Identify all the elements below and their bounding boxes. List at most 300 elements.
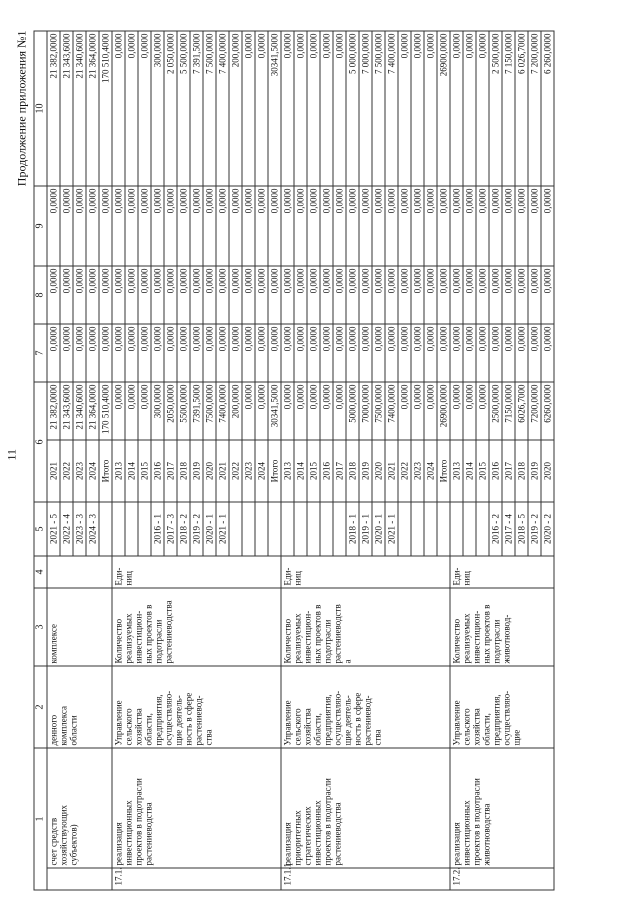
year: 2022: [398, 440, 411, 502]
all-sources: 21 343,6000: [60, 31, 73, 186]
total-budget: 0,0000: [307, 382, 320, 440]
federal-budget: 0,0000: [463, 324, 476, 382]
year: 2014: [125, 440, 138, 502]
local-budget: 0,0000: [489, 186, 502, 266]
text-line: инвестицион-: [133, 610, 143, 663]
text-line: ность в сфере: [352, 692, 362, 745]
all-sources: 2 050,0000: [164, 31, 177, 186]
local-budget: 0,0000: [320, 186, 333, 266]
text-line: щие деятель-: [173, 694, 183, 745]
year: 2021: [385, 440, 398, 502]
federal-budget: 0,0000: [281, 324, 294, 382]
year: 2021: [47, 440, 60, 502]
target-value: 2019 - 2: [528, 502, 541, 556]
column-number-row: [34, 31, 47, 890]
regional-budget: 0,0000: [541, 266, 554, 324]
target-value: [424, 502, 437, 556]
year: 2019: [359, 440, 372, 502]
target-value: 2018 - 2: [177, 502, 190, 556]
text-line: субъектов): [68, 823, 78, 865]
year: 2019: [528, 440, 541, 502]
year: 2018: [177, 440, 190, 502]
total-budget: 0,0000: [294, 382, 307, 440]
all-sources: 0,0000: [333, 31, 346, 186]
local-budget: 0,0000: [47, 186, 60, 266]
col-header: 3: [34, 588, 47, 666]
total-budget: 21 382,0000: [47, 382, 60, 440]
federal-budget: 0,0000: [242, 324, 255, 382]
federal-budget: 0,0000: [73, 324, 86, 382]
year: Итого: [268, 440, 281, 502]
federal-budget: 0,0000: [372, 324, 385, 382]
text-line: осуществляю-: [332, 690, 342, 745]
local-budget: 0,0000: [73, 186, 86, 266]
local-budget: 0,0000: [463, 186, 476, 266]
text-line: животновод-: [501, 614, 511, 663]
local-budget: 0,0000: [99, 186, 112, 266]
regional-budget: 0,0000: [424, 266, 437, 324]
row-code: 17.2.: [450, 868, 554, 890]
col-header: 8: [34, 266, 47, 324]
year: 2020: [203, 440, 216, 502]
total-budget: 7400,0000: [385, 382, 398, 440]
regional-budget: 0,0000: [476, 266, 489, 324]
total-budget: 2050,0000: [164, 382, 177, 440]
total-budget: 0,0000: [333, 382, 346, 440]
unit: [112, 556, 281, 588]
year: 2015: [138, 440, 151, 502]
local-budget: 0,0000: [242, 186, 255, 266]
col-header: 6: [34, 382, 47, 502]
executor: [112, 666, 281, 748]
text-line: Количество: [282, 618, 292, 663]
text-line: растениеводства: [332, 801, 342, 865]
all-sources: 7 200,0000: [528, 31, 541, 186]
text-line: ниц: [292, 570, 302, 585]
table-body: [47, 31, 554, 890]
target-value: [112, 502, 125, 556]
federal-budget: 0,0000: [385, 324, 398, 382]
all-sources: 0,0000: [424, 31, 437, 186]
all-sources: 0,0000: [320, 31, 333, 186]
all-sources: 0,0000: [450, 31, 463, 186]
local-budget: 0,0000: [476, 186, 489, 266]
local-budget: 0,0000: [125, 186, 138, 266]
text-line: животноводства: [481, 803, 491, 865]
regional-budget: 0,0000: [411, 266, 424, 324]
all-sources: 0,0000: [125, 31, 138, 186]
regional-budget: 0,0000: [203, 266, 216, 324]
target-value: 2017 - 3: [164, 502, 177, 556]
regional-budget: 0,0000: [47, 266, 60, 324]
federal-budget: 0,0000: [515, 324, 528, 382]
local-budget: 0,0000: [411, 186, 424, 266]
all-sources: 7 400,0000: [216, 31, 229, 186]
year: 2015: [307, 440, 320, 502]
local-budget: 0,0000: [359, 186, 372, 266]
text-line: ных проектов в: [481, 604, 491, 663]
year: 2013: [112, 440, 125, 502]
target-value: 2021 - 1: [385, 502, 398, 556]
total-budget: 21 364,0000: [86, 382, 99, 440]
text-line: реализация: [451, 821, 461, 865]
text-line: ных проектов в: [312, 604, 322, 663]
text-line: ниц: [461, 570, 471, 585]
total-budget: 7400,0000: [216, 382, 229, 440]
federal-budget: 0,0000: [216, 324, 229, 382]
regional-budget: 0,0000: [177, 266, 190, 324]
all-sources: 0,0000: [242, 31, 255, 186]
local-budget: 0,0000: [190, 186, 203, 266]
all-sources: 26900,0000: [437, 31, 450, 186]
total-budget: 200,0000: [229, 382, 242, 440]
target-value: [268, 502, 281, 556]
local-budget: 0,0000: [86, 186, 99, 266]
year: 2019: [190, 440, 203, 502]
text-line: реализуемых: [292, 613, 302, 663]
text-line: ность в сфере: [183, 692, 193, 745]
all-sources: 0,0000: [281, 31, 294, 186]
target-value: [125, 502, 138, 556]
target-value: [320, 502, 333, 556]
total-budget: 300,0000: [151, 382, 164, 440]
target-value: 2024 - 3: [86, 502, 99, 556]
text-line: хозяйства: [133, 707, 143, 745]
text-line: Количество: [113, 618, 123, 663]
federal-budget: 0,0000: [307, 324, 320, 382]
target-value: [138, 502, 151, 556]
total-budget: 7500,0000: [203, 382, 216, 440]
table-row: [450, 31, 463, 890]
federal-budget: 0,0000: [411, 324, 424, 382]
regional-budget: 0,0000: [502, 266, 515, 324]
text-line: Количество: [451, 618, 461, 663]
text-line: растениевод-: [193, 694, 203, 745]
year: 2015: [476, 440, 489, 502]
local-budget: 0,0000: [294, 186, 307, 266]
text-line: инвестицион-: [302, 610, 312, 663]
text-line: осуществляю-: [501, 690, 511, 745]
local-budget: 0,0000: [255, 186, 268, 266]
local-budget: 0,0000: [398, 186, 411, 266]
all-sources: 7 391,5000: [190, 31, 203, 186]
text-line: подотрасли: [153, 619, 163, 663]
federal-budget: 0,0000: [203, 324, 216, 382]
year: 2024: [255, 440, 268, 502]
regional-budget: 0,0000: [528, 266, 541, 324]
text-line: проектов в подотрасли: [322, 777, 332, 865]
text-line: проектов в подотрасли: [133, 777, 143, 865]
federal-budget: 0,0000: [229, 324, 242, 382]
total-budget: 0,0000: [242, 382, 255, 440]
all-sources: 7 400,0000: [385, 31, 398, 186]
federal-budget: 0,0000: [294, 324, 307, 382]
year: 2014: [294, 440, 307, 502]
year: 2022: [229, 440, 242, 502]
regional-budget: 0,0000: [73, 266, 86, 324]
total-budget: 0,0000: [112, 382, 125, 440]
table-row: [281, 31, 294, 890]
target-value: [99, 502, 112, 556]
year: 2017: [333, 440, 346, 502]
all-sources: 21 382,0000: [47, 31, 60, 186]
year: 2013: [450, 440, 463, 502]
local-budget: 0,0000: [541, 186, 554, 266]
unit: [450, 556, 554, 588]
col-header: 1: [34, 748, 47, 890]
text-line: растениеводства: [163, 599, 173, 663]
federal-budget: 0,0000: [99, 324, 112, 382]
all-sources: 170 510,4000: [99, 31, 112, 186]
regional-budget: 0,0000: [112, 266, 125, 324]
target-value: [476, 502, 489, 556]
text-line: ства: [203, 728, 213, 745]
col-header: 7: [34, 324, 47, 382]
total-budget: 5000,0000: [346, 382, 359, 440]
regional-budget: 0,0000: [320, 266, 333, 324]
target-value: 2020 - 2: [541, 502, 554, 556]
row-code: 17.1.1.: [281, 868, 450, 890]
year: 2023: [73, 440, 86, 502]
federal-budget: 0,0000: [424, 324, 437, 382]
federal-budget: 0,0000: [359, 324, 372, 382]
all-sources: 200,0000: [229, 31, 242, 186]
target-value: [281, 502, 294, 556]
regional-budget: 0,0000: [307, 266, 320, 324]
text-line: реализация: [282, 821, 292, 865]
total-budget: 0,0000: [138, 382, 151, 440]
federal-budget: 0,0000: [164, 324, 177, 382]
total-budget: 5500,0000: [177, 382, 190, 440]
target-value: 2021 - 1: [216, 502, 229, 556]
local-budget: 0,0000: [268, 186, 281, 266]
row-code: [47, 868, 112, 890]
federal-budget: 0,0000: [333, 324, 346, 382]
target-value: 2023 - 3: [73, 502, 86, 556]
federal-budget: 0,0000: [320, 324, 333, 382]
total-budget: 0,0000: [125, 382, 138, 440]
all-sources: 2 500,0000: [489, 31, 502, 186]
all-sources: 0,0000: [307, 31, 320, 186]
federal-budget: 0,0000: [502, 324, 515, 382]
local-budget: 0,0000: [450, 186, 463, 266]
federal-budget: 0,0000: [47, 324, 60, 382]
total-budget: 7200,0000: [528, 382, 541, 440]
regional-budget: 0,0000: [294, 266, 307, 324]
total-budget: 0,0000: [398, 382, 411, 440]
local-budget: 0,0000: [216, 186, 229, 266]
col-header: 2: [34, 666, 47, 748]
year: 2016: [320, 440, 333, 502]
all-sources: 0,0000: [294, 31, 307, 186]
local-budget: 0,0000: [138, 186, 151, 266]
target-value: [242, 502, 255, 556]
measure-name: [47, 748, 112, 868]
text-line: предприятия,: [322, 693, 332, 745]
federal-budget: 0,0000: [125, 324, 138, 382]
year: 2020: [541, 440, 554, 502]
federal-budget: 0,0000: [86, 324, 99, 382]
local-budget: 0,0000: [203, 186, 216, 266]
text-line: Еди-: [113, 567, 123, 585]
all-sources: 7 500,0000: [372, 31, 385, 186]
text-line: щие: [511, 729, 521, 745]
federal-budget: 0,0000: [268, 324, 281, 382]
regional-budget: 0,0000: [489, 266, 502, 324]
total-budget: 30341,5000: [268, 382, 281, 440]
text-line: растениеводства: [143, 801, 153, 865]
local-budget: 0,0000: [528, 186, 541, 266]
all-sources: 0,0000: [476, 31, 489, 186]
target-value: [307, 502, 320, 556]
executor: [47, 666, 112, 748]
text-line: области: [68, 714, 78, 745]
total-budget: 26900,0000: [437, 382, 450, 440]
regional-budget: 0,0000: [515, 266, 528, 324]
regional-budget: 0,0000: [242, 266, 255, 324]
all-sources: 0,0000: [398, 31, 411, 186]
all-sources: 0,0000: [112, 31, 125, 186]
total-budget: 0,0000: [411, 382, 424, 440]
target-value: 2019 - 2: [190, 502, 203, 556]
text-line: предприятия,: [491, 693, 501, 745]
total-budget: 0,0000: [281, 382, 294, 440]
text-line: приоритетных: [292, 809, 302, 865]
federal-budget: 0,0000: [151, 324, 164, 382]
all-sources: 21 364,0000: [86, 31, 99, 186]
text-line: счет средств: [48, 817, 58, 865]
target-value: 2019 - 1: [359, 502, 372, 556]
total-budget: 0,0000: [463, 382, 476, 440]
regional-budget: 0,0000: [125, 266, 138, 324]
measure-name: [112, 748, 281, 868]
text-line: денного: [48, 714, 58, 745]
text-line: инвестиционных: [312, 799, 322, 865]
all-sources: 0,0000: [255, 31, 268, 186]
text-line: осуществляю-: [163, 690, 173, 745]
all-sources: 0,0000: [463, 31, 476, 186]
federal-budget: 0,0000: [437, 324, 450, 382]
text-line: сельского: [123, 707, 133, 745]
regional-budget: 0,0000: [346, 266, 359, 324]
target-value: 2020 - 1: [372, 502, 385, 556]
year: 2013: [281, 440, 294, 502]
all-sources: 30341,5000: [268, 31, 281, 186]
text-line: ства: [372, 728, 382, 745]
local-budget: 0,0000: [437, 186, 450, 266]
target-value: 2022 - 4: [60, 502, 73, 556]
local-budget: 0,0000: [229, 186, 242, 266]
text-line: области,: [143, 712, 153, 745]
local-budget: 0,0000: [502, 186, 515, 266]
table-row: [47, 31, 60, 890]
text-line: щие деятель-: [342, 694, 352, 745]
federal-budget: 0,0000: [112, 324, 125, 382]
year: 2024: [86, 440, 99, 502]
text-line: хозяйства: [471, 707, 481, 745]
all-sources: 6 026,7000: [515, 31, 528, 186]
year: 2016: [489, 440, 502, 502]
all-sources: 7 000,0000: [359, 31, 372, 186]
federal-budget: 0,0000: [138, 324, 151, 382]
target-value: [229, 502, 242, 556]
all-sources: 0,0000: [138, 31, 151, 186]
text-line: Еди-: [282, 567, 292, 585]
target-value: 2017 - 4: [502, 502, 515, 556]
local-budget: 0,0000: [372, 186, 385, 266]
regional-budget: 0,0000: [437, 266, 450, 324]
federal-budget: 0,0000: [541, 324, 554, 382]
all-sources: 7 500,0000: [203, 31, 216, 186]
target-value: [294, 502, 307, 556]
total-budget: 7000,0000: [359, 382, 372, 440]
text-line: хозяйствующих: [58, 804, 68, 865]
text-line: растениевод-: [362, 694, 372, 745]
target-value: [411, 502, 424, 556]
executor: [281, 666, 450, 748]
text-line: Управление: [451, 699, 461, 745]
regional-budget: 0,0000: [385, 266, 398, 324]
all-sources: 6 260,0000: [541, 31, 554, 186]
unit: [281, 556, 450, 588]
continuation-title: Продолжение приложения №1: [14, 30, 28, 186]
federal-budget: 0,0000: [177, 324, 190, 382]
indicator: [281, 588, 450, 666]
total-budget: 7150,0000: [502, 382, 515, 440]
regional-budget: 0,0000: [268, 266, 281, 324]
target-value: [463, 502, 476, 556]
federal-budget: 0,0000: [190, 324, 203, 382]
local-budget: 0,0000: [177, 186, 190, 266]
regional-budget: 0,0000: [164, 266, 177, 324]
text-line: области,: [312, 712, 322, 745]
local-budget: 0,0000: [346, 186, 359, 266]
all-sources: 5 000,0000: [346, 31, 359, 186]
text-line: ниц: [123, 570, 133, 585]
text-line: сельского: [292, 707, 302, 745]
target-value: [333, 502, 346, 556]
year: 2018: [346, 440, 359, 502]
total-budget: 21 340,6000: [73, 382, 86, 440]
unit: [47, 556, 112, 588]
indicator: [112, 588, 281, 666]
regional-budget: 0,0000: [359, 266, 372, 324]
indicator: [450, 588, 554, 666]
text-line: реализация: [113, 821, 123, 865]
text-line: а: [342, 659, 352, 663]
all-sources: 7 150,0000: [502, 31, 515, 186]
year: Итого: [437, 440, 450, 502]
text-line: инвестиционных: [123, 799, 133, 865]
regional-budget: 0,0000: [138, 266, 151, 324]
col-header: 4: [34, 556, 47, 588]
total-budget: 0,0000: [450, 382, 463, 440]
regional-budget: 0,0000: [86, 266, 99, 324]
text-line: комплекса: [58, 705, 68, 745]
federal-budget: 0,0000: [255, 324, 268, 382]
all-sources: 21 340,6000: [73, 31, 86, 186]
regional-budget: 0,0000: [60, 266, 73, 324]
all-sources: 5 500,0000: [177, 31, 190, 186]
target-value: [450, 502, 463, 556]
text-line: реализуемых: [123, 613, 133, 663]
year: 2024: [424, 440, 437, 502]
total-budget: 21 343,6000: [60, 382, 73, 440]
total-budget: 6026,7000: [515, 382, 528, 440]
text-line: проектов в подотрасли: [471, 777, 481, 865]
federal-budget: 0,0000: [450, 324, 463, 382]
total-budget: 6260,0000: [541, 382, 554, 440]
